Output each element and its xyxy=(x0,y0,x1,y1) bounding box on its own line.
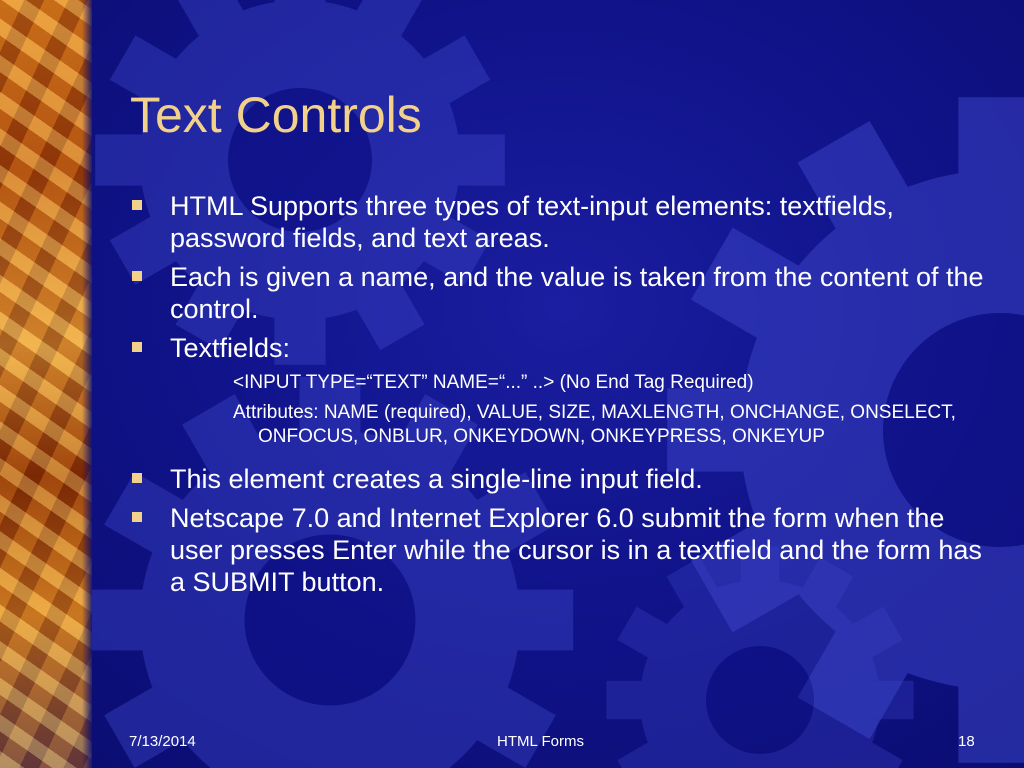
square-bullet-icon xyxy=(132,200,142,210)
slide-body xyxy=(130,190,990,605)
bullet-item xyxy=(130,502,990,598)
bullet-text: Textfields: xyxy=(170,333,291,363)
bullet-item xyxy=(130,332,990,364)
footer-page-number: 18 xyxy=(958,733,975,750)
square-bullet-icon xyxy=(132,271,142,281)
bullet-item xyxy=(130,261,990,325)
bullet-text: This element creates a single-line input field. xyxy=(170,464,703,494)
sub-bullet-item: Attributes: NAME (required), VALUE, SIZE, MAXLENGTH, ONCHANGE, ONSELECT, ONFOCUS, ONBLUR, ONKEYDOWN, ONKEYPRESS, ONKEYUP xyxy=(233,402,956,447)
bullet-text: Netscape 7.0 and Internet Explorer 6.0 submit the form when the user presses Enter while the cursor is in a textfield and the form has a SUBMIT button. xyxy=(170,503,982,597)
slide-title: Text Controls xyxy=(130,87,422,143)
bullet-text: Each is given a name, and the value is taken from the content of the control. xyxy=(170,262,984,324)
footer-title: HTML Forms xyxy=(497,733,584,750)
sub-bullet-item: <INPUT TYPE=“TEXT” NAME=“...” ..> (No End Tag Required) xyxy=(233,372,754,393)
bullet-item xyxy=(130,190,990,254)
bullet-text: HTML Supports three types of text-input elements: textfields, password fields, and text areas. xyxy=(170,191,894,253)
square-bullet-icon xyxy=(132,473,142,483)
square-bullet-icon xyxy=(132,512,142,522)
square-bullet-icon xyxy=(132,342,142,352)
footer-date: 7/13/2014 xyxy=(129,733,196,750)
decorative-strip xyxy=(0,0,92,768)
bullet-item xyxy=(130,463,990,495)
